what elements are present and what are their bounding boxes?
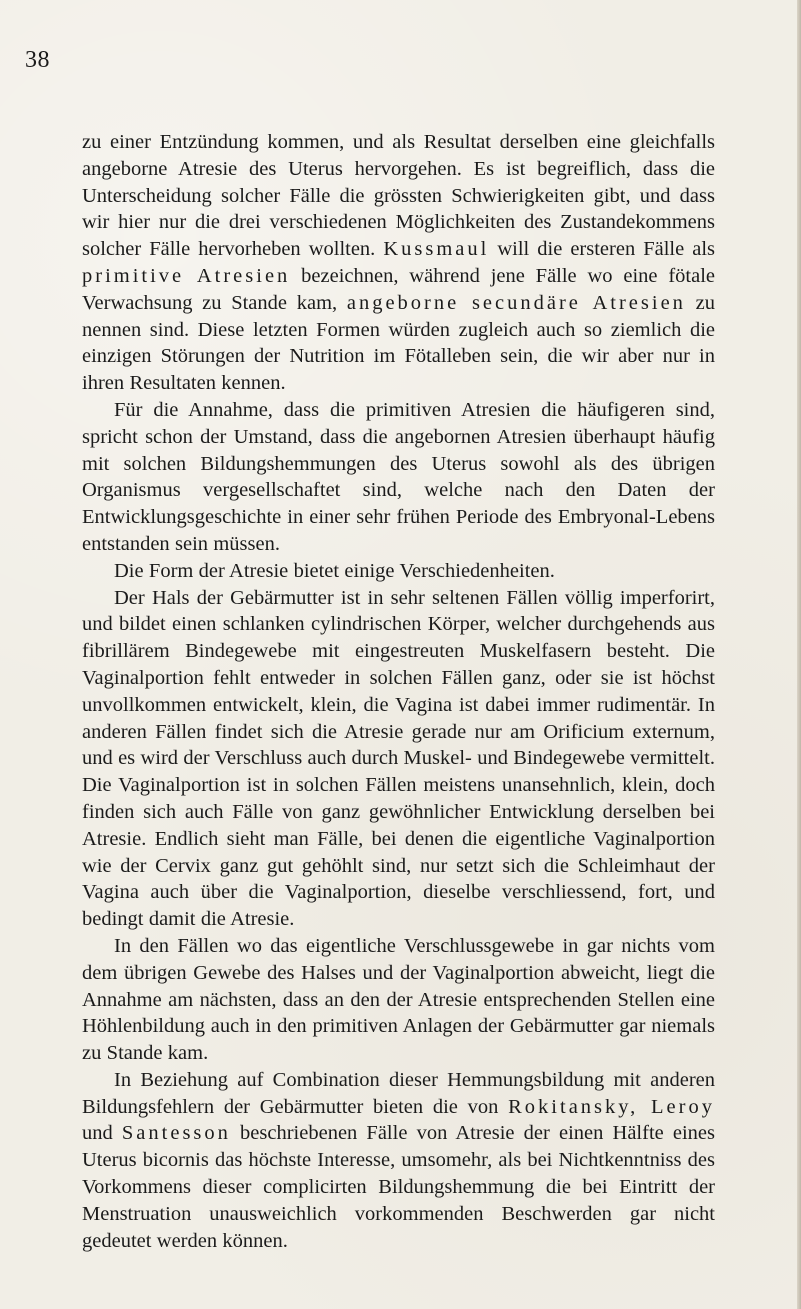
term-primitive-atresien: primitive Atresien [82,264,291,287]
paragraph-1-text-4: zu nennen sind. Diese letzten Formen würden zugleich auch so ziemlich die einzigen Störungen der Nutrition im Fötalleben sein, die wir aber nur in ihren Resultaten kennen. [82,291,715,395]
paragraph-1-text-1: zu einer Entzündung kommen, und als Resultat derselben eine gleichfalls angeborne Atresie des Uterus hervorgehen. Es ist begreiflich, dass die Unterscheidung solcher Fälle die grössten Schwierigkeiten gibt, und dass wir hier nur die drei verschiedenen Möglichkeiten des Zustandekommens solcher Fälle hervorheben wollten. [82,131,715,261]
paragraph-1-text-3: bezeichnen, während jene Fälle wo eine fötale Verwachsung zu Stande kam, [82,264,716,314]
author-name-santesson: Santesson [121,1122,231,1145]
paragraph-3: Die Form der Atresie bietet einige Verschiedenheiten. [114,559,555,582]
paragraph-2: Für die Annahme, dass die primitiven Atresien die häufigeren sind, spricht schon der Umstand, dass die angebornen Atresien überhaupt häufig mit solchen Bildungshemmungen des Uterus sowohl als des übrigen Organismus vergesellschaftet sind, welche nach den Daten der Entwicklungsgeschichte in einer sehr frühen Periode des Embryonal-Lebens entstanden sein müssen. [82,398,715,555]
paragraph-5: In den Fällen wo das eigentliche Verschlussgewebe in gar nichts vom dem übrigen Gewebe des Halses und der Vaginalportion abweicht, liegt die Annahme am nächsten, dass an den der Atresie entsprechenden Stellen eine Höhlenbildung auch in den primitiven Anlagen der Gebärmutter gar niemals zu Stande kam. [82,934,715,1065]
author-name-kussmaul: Kussmaul [383,238,490,261]
paragraph-6-text-2: und [82,1122,122,1145]
paragraph-6 [82,1067,715,1255]
page-edge [797,0,801,1309]
paragraph-1-text-2: will die ersteren Fälle als [489,238,715,261]
paragraph-1 [82,129,715,397]
paragraph-6-text-3: beschriebenen Fälle von Atresie der einen Hälfte eines Uterus bicornis das höchste Interesse, umsomehr, als bei Nichtkenntniss des Vorkommens dieser complicirten Bildungshemmung die bei Eintritt der Menstruation unausweichlich vorkommenden Beschwerden gar nicht gedeutet werden können. [82,1122,716,1252]
page-number: 38 [25,47,50,73]
author-names-rokitansky-leroy: Rokitansky, Leroy [508,1095,715,1118]
term-angeborne-secundaere-atresien: angeborne secundäre Atresien [346,291,686,314]
paragraph-6-text-1: In Beziehung auf Combination dieser Hemmungsbildung mit anderen Bildungsfehlern der Gebärmutter bieten die von [82,1068,715,1118]
paragraph-4: Der Hals der Gebärmutter ist in sehr seltenen Fällen völlig imperforirt, und bildet einen schlanken cylindrischen Körper, welcher durchgehends aus fibrillärem Bindegewebe mit eingestreuten Muskelfasern besteht. Die Vaginalportion fehlt entweder in solchen Fällen ganz, oder sie ist höchst unvollkommen entwickelt, klein, die Vagina ist dabei immer rudimentär. In anderen Fällen findet sich die Atresie gerade nur am Orificium externum, und es wird der Verschluss auch durch Muskel- und Bindegewebe vermittelt. Die Vaginalportion ist in solchen Fällen meistens unansehnlich, klein, doch finden sich auch Fälle von ganz gewöhnlicher Entwicklung derselben bei Atresie. Endlich sieht man Fälle, bei denen die eigentliche Vaginalportion wie der Cervix ganz gut gehöhlt sind, nur setzt sich die Schleimhaut der Vagina auch über die Vaginalportion, dieselbe verschliessend, fort, und bedingt damit die Atresie. [82,586,715,931]
page-body [82,129,715,1254]
